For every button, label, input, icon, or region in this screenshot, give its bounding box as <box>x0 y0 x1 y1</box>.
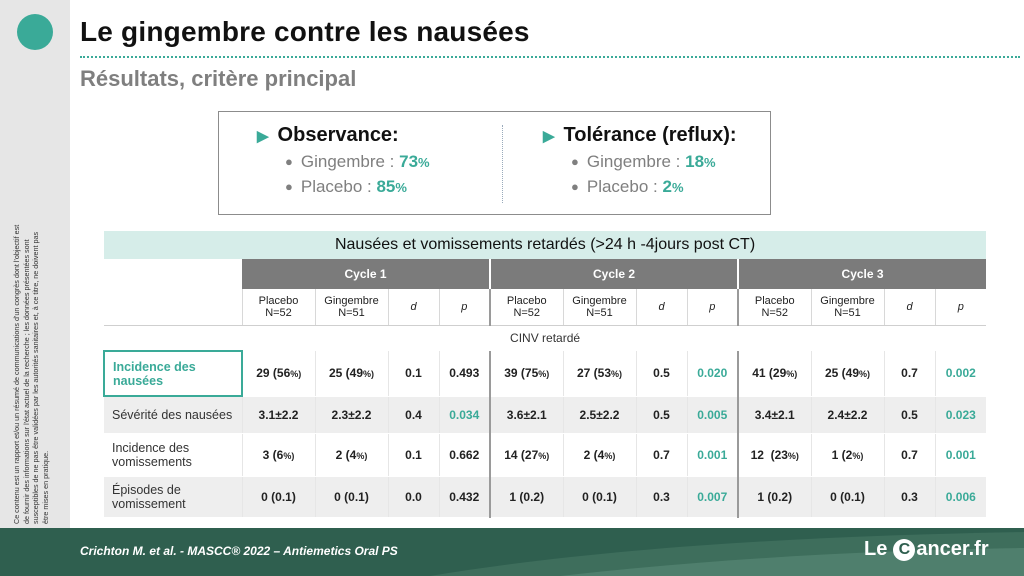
table-cell: 0.1 <box>388 351 439 396</box>
disclaimer-text: Ce contenu est un rapport et/ou un résumé de communications d'un congrès dont l'objectif est de fournir des informations sur l'état actuel de la recherche ; les données présentées sont susceptibles de ne pas être validées par les autorités sanitaires et, à ce titre, ne doivent pas être mises en pratique. <box>12 224 50 524</box>
table-cell: 2.3±2.2 <box>315 396 388 434</box>
table-cell: 0.3 <box>636 477 687 518</box>
disclaimer-text-block <box>0 0 70 528</box>
table-cell: 0 (0.1) <box>563 477 636 518</box>
triangle-right-icon: ▶ <box>257 127 269 145</box>
table-cell: 3.4±2.1 <box>738 396 811 434</box>
placebo-header: Placebo N=52 <box>242 289 315 326</box>
table-cell: 0 (0.1) <box>242 477 315 518</box>
table-cell-significant: 0.006 <box>935 477 986 518</box>
table-row <box>104 434 986 477</box>
table-cell: 1 (2%) <box>811 434 884 477</box>
table-cell-significant: 0.001 <box>687 434 738 477</box>
table-cell: 25 (49%) <box>811 351 884 396</box>
row-label: Épisodes de vomissement <box>104 477 242 518</box>
table-cell-significant: 0.002 <box>935 351 986 396</box>
empty-subheader-cell <box>104 289 242 326</box>
results-table <box>103 231 986 518</box>
section-label: CINV retardé <box>510 331 581 345</box>
table-cell: 14 (27%) <box>490 434 563 477</box>
table-cell: 3.6±2.1 <box>490 396 563 434</box>
bullet-icon: ● <box>285 154 293 169</box>
table-cell-significant: 0.005 <box>687 396 738 434</box>
tolerance-heading: ▶ Tolérance (reflux): <box>543 124 737 146</box>
footer-bar <box>0 528 1024 576</box>
d-header: d <box>636 289 687 326</box>
table-cell: 3.1±2.2 <box>242 396 315 434</box>
table-cell: 29 (56%) <box>242 351 315 396</box>
table-cell: 0.4 <box>388 396 439 434</box>
table-cell-significant: 0.001 <box>935 434 986 477</box>
table-cell: 0.7 <box>884 434 935 477</box>
table-cell: 0.662 <box>439 434 490 477</box>
table-caption: Nausées et vomissements retardés (>24 h -4jours post CT) <box>104 231 986 259</box>
subheader-row <box>104 289 986 326</box>
table-cell: 1 (0.2) <box>490 477 563 518</box>
table-cell: 0.493 <box>439 351 490 396</box>
title-divider <box>80 56 1020 58</box>
page-title: Le gingembre contre les nausées <box>80 16 530 47</box>
table-cell: 0 (0.1) <box>315 477 388 518</box>
observance-placebo-item: ● Placebo : 85% <box>285 177 407 196</box>
row-label: Sévérité des nausées <box>104 396 242 434</box>
section-row <box>104 326 986 352</box>
observance-heading: ▶ Observance: <box>257 124 399 146</box>
bullet-icon: ● <box>571 154 579 169</box>
p-header: p <box>439 289 490 326</box>
logo-c-icon: C <box>893 539 915 561</box>
ginger-header: Gingembre N=51 <box>315 289 388 326</box>
table-cell: 0.7 <box>884 351 935 396</box>
tolerance-column <box>543 124 737 197</box>
table-cell: 0.5 <box>636 351 687 396</box>
table-row <box>104 396 986 434</box>
ginger-header: Gingembre N=51 <box>563 289 636 326</box>
cycle-2-header: Cycle 2 <box>490 259 738 289</box>
table-cell: 0.5 <box>884 396 935 434</box>
observance-column <box>257 124 430 197</box>
footer-citation: Crichton M. et al. - MASCC® 2022 – Antiemetics Oral PS <box>80 544 398 558</box>
bullet-icon: ● <box>571 179 579 194</box>
table-cell: 0.3 <box>884 477 935 518</box>
tolerance-ginger-item: ● Gingembre : 18% <box>571 152 716 171</box>
table-cell: 25 (49%) <box>315 351 388 396</box>
left-sidebar <box>0 0 70 528</box>
bullet-icon: ● <box>285 179 293 194</box>
row-label-highlighted: Incidence des nausées <box>104 351 242 396</box>
table-cell: 2 (4%) <box>563 434 636 477</box>
box-divider <box>502 125 503 203</box>
cycle-header-row <box>104 259 986 289</box>
table-cell: 0 (0.1) <box>811 477 884 518</box>
cycle-1-header: Cycle 1 <box>242 259 490 289</box>
p-header: p <box>687 289 738 326</box>
d-header: d <box>884 289 935 326</box>
table-cell: 2.4±2.2 <box>811 396 884 434</box>
page-subtitle: Résultats, critère principal <box>80 66 357 91</box>
table-row <box>104 477 986 518</box>
table-cell: 41 (29%) <box>738 351 811 396</box>
table-cell-significant: 0.023 <box>935 396 986 434</box>
table-cell-significant: 0.007 <box>687 477 738 518</box>
cycle-3-header: Cycle 3 <box>738 259 986 289</box>
table-cell-significant: 0.020 <box>687 351 738 396</box>
lecancer-logo[interactable]: Le C ancer.fr <box>864 538 989 560</box>
row-label: Incidence des vomissements <box>104 434 242 477</box>
p-header: p <box>935 289 986 326</box>
triangle-right-icon: ▶ <box>543 127 555 145</box>
observance-ginger-item: ● Gingembre : 73% <box>285 152 430 171</box>
table-row <box>104 351 986 396</box>
table-cell: 27 (53%) <box>563 351 636 396</box>
table-cell: 0.5 <box>636 396 687 434</box>
table-cell: 1 (0.2) <box>738 477 811 518</box>
table-cell: 2 (4%) <box>315 434 388 477</box>
table-caption-row <box>104 231 986 259</box>
table-cell: 0.432 <box>439 477 490 518</box>
table-cell: 0.7 <box>636 434 687 477</box>
table-cell-significant: 0.034 <box>439 396 490 434</box>
table-cell: 2.5±2.2 <box>563 396 636 434</box>
table-cell: 3 (6%) <box>242 434 315 477</box>
summary-box <box>218 111 771 215</box>
placebo-header: Placebo N=52 <box>738 289 811 326</box>
empty-header-cell <box>104 259 242 289</box>
tolerance-placebo-item: ● Placebo : 2% <box>571 177 684 196</box>
ginger-header: Gingembre N=51 <box>811 289 884 326</box>
d-header: d <box>388 289 439 326</box>
table-cell: 0.1 <box>388 434 439 477</box>
table-cell: 0.0 <box>388 477 439 518</box>
table-cell: 39 (75%) <box>490 351 563 396</box>
placebo-header: Placebo N=52 <box>490 289 563 326</box>
table-cell: 12 (23%) <box>738 434 811 477</box>
